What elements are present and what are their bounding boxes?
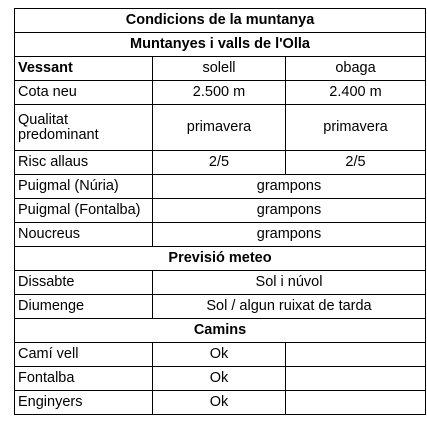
- row-label: Risc allaus: [15, 151, 153, 175]
- slope-label: Vessant: [15, 57, 153, 81]
- row-label: Enginyers: [15, 391, 153, 415]
- cell-value: Sol i núvol: [153, 271, 426, 295]
- row-label: Fontalba: [15, 367, 153, 391]
- path-row: [15, 343, 426, 367]
- slope-north-label: obaga: [286, 57, 426, 81]
- mountain-conditions-table: [14, 8, 426, 415]
- snow-quality-row: [15, 105, 426, 151]
- path-row: [15, 367, 426, 391]
- cell-value: primavera: [286, 105, 426, 151]
- cell-value: grampons: [153, 199, 426, 223]
- snow-level-row: [15, 81, 426, 105]
- row-label: Puigmal (Fontalba): [15, 199, 153, 223]
- row-label: Camí vell: [15, 343, 153, 367]
- table-subtitle: Muntanyes i valls de l'Olla: [15, 33, 426, 57]
- avalanche-risk-row: [15, 151, 426, 175]
- slope-header-row: [15, 57, 426, 81]
- row-label: Puigmal (Núria): [15, 175, 153, 199]
- cell-value: Ok: [153, 367, 286, 391]
- cell-value: Sol / algun ruixat de tarda: [153, 295, 426, 319]
- cell-value: Ok: [153, 391, 286, 415]
- paths-heading-row: [15, 319, 426, 343]
- empty-cell: [286, 391, 426, 415]
- section-heading: Previsió meteo: [15, 247, 426, 271]
- row-label: Dissabte: [15, 271, 153, 295]
- slope-south-label: solell: [153, 57, 286, 81]
- cell-value: 2.400 m: [286, 81, 426, 105]
- peak-row: [15, 175, 426, 199]
- forecast-heading-row: [15, 247, 426, 271]
- subtitle-row: [15, 33, 426, 57]
- forecast-row: [15, 295, 426, 319]
- empty-cell: [286, 367, 426, 391]
- empty-cell: [286, 343, 426, 367]
- row-label: Diumenge: [15, 295, 153, 319]
- cell-value: 2.500 m: [153, 81, 286, 105]
- forecast-row: [15, 271, 426, 295]
- cell-value: primavera: [153, 105, 286, 151]
- section-heading: Camins: [15, 319, 426, 343]
- peak-row: [15, 223, 426, 247]
- row-label: Noucreus: [15, 223, 153, 247]
- cell-value: grampons: [153, 175, 426, 199]
- cell-value: 2/5: [286, 151, 426, 175]
- row-label: Qualitat predominant: [15, 105, 153, 151]
- cell-value: grampons: [153, 223, 426, 247]
- cell-value: 2/5: [153, 151, 286, 175]
- peak-row: [15, 199, 426, 223]
- table-title: Condicions de la muntanya: [15, 9, 426, 33]
- cell-value: Ok: [153, 343, 286, 367]
- title-row: [15, 9, 426, 33]
- row-label: Cota neu: [15, 81, 153, 105]
- path-row: [15, 391, 426, 415]
